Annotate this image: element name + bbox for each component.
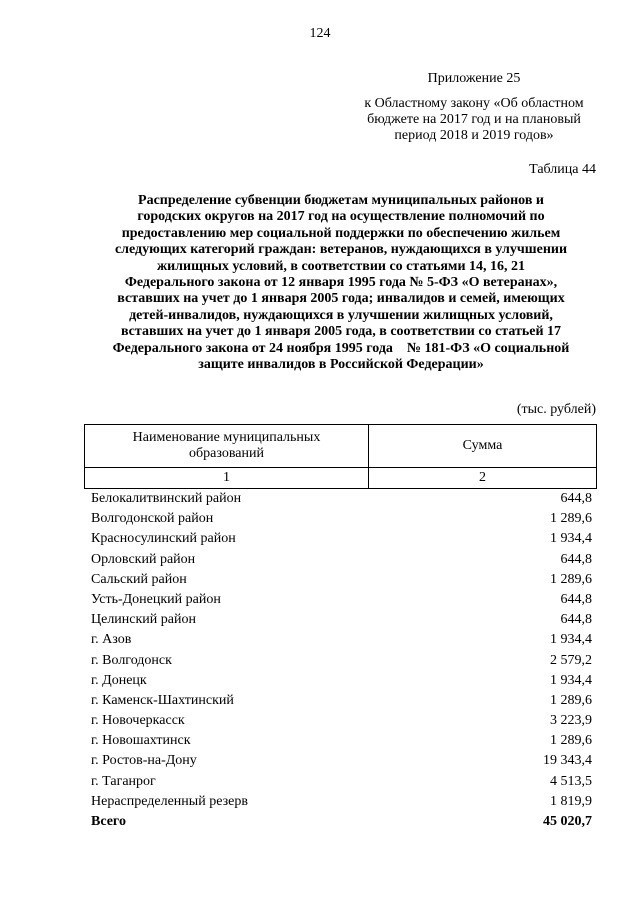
table-row — [84, 509, 597, 529]
row-amount: 644,8 — [560, 612, 592, 628]
heading-line: вставших на учет до 1 января 2005 года, в соответствии со статьей 17 — [120, 324, 562, 340]
row-name: г. Каменск-Шахтинский — [91, 692, 234, 708]
appendix-line: период 2018 и 2019 годов» — [394, 128, 554, 143]
row-name: г. Новошахтинск — [91, 733, 191, 749]
table-row — [84, 529, 597, 549]
column-header-name — [85, 425, 369, 468]
row-amount: 1 934,4 — [550, 531, 592, 547]
table-row — [84, 671, 597, 691]
table-row — [84, 570, 597, 590]
row-name: г. Волгодонск — [91, 652, 172, 668]
table-row — [84, 772, 597, 792]
heading-line: Федерального закона от 24 ноября 1995 года № 181-ФЗ «О социальной — [112, 340, 570, 356]
row-name: г. Ростов-на-Дону — [91, 753, 197, 769]
table-row — [84, 792, 597, 812]
column-header-amount: Сумма — [369, 425, 597, 468]
table-row — [84, 731, 597, 751]
table-header — [84, 424, 597, 489]
heading-line: городских округов на 2017 год на осуществление полномочий по — [137, 209, 545, 225]
row-name: г. Донецк — [91, 672, 147, 688]
row-amount: 644,8 — [560, 591, 592, 607]
row-amount: 3 223,9 — [550, 713, 592, 729]
appendix-title: Приложение 25 — [427, 71, 521, 86]
row-amount: 1 289,6 — [550, 692, 592, 708]
row-amount: 19 343,4 — [543, 753, 592, 769]
column-header-line: Наименование муниципальных — [132, 430, 321, 445]
row-amount: 1 934,4 — [550, 632, 592, 648]
column-number-2: 2 — [369, 468, 597, 489]
table-row — [84, 590, 597, 610]
table-row — [84, 751, 597, 771]
table-row — [84, 651, 597, 671]
row-name: г. Азов — [91, 632, 132, 648]
table-row — [84, 489, 597, 509]
row-amount: 2 579,2 — [550, 652, 592, 668]
row-name: Орловский район — [91, 551, 196, 567]
table-label: Таблица 44 — [529, 162, 596, 177]
row-amount: 644,8 — [560, 491, 592, 506]
heading-line: предоставлению мер социальной поддержки по обеспечению жильем — [121, 225, 561, 241]
heading-line: Распределение субвенции бюджетам муниципальных районов и — [138, 193, 544, 208]
total-row — [84, 812, 597, 832]
heading-line: Федерального закона от 12 января 1995 года № 5-ФЗ «О ветеранах», — [124, 275, 558, 291]
page-number: 124 — [309, 26, 331, 41]
row-name: Волгодонской район — [91, 511, 214, 527]
heading-line: следующих категорий граждан: ветеранов, нуждающихся в улучшении — [114, 242, 568, 258]
row-name: Целинский район — [91, 612, 196, 628]
heading-line: вставших на учет до 1 января 2005 года; инвалидов и семей, имеющих — [117, 291, 565, 307]
appendix-line: бюджете на 2017 год и на плановый — [367, 112, 581, 127]
heading-line: детей-инвалидов, нуждающихся в улучшении жилищных условий, — [129, 307, 553, 323]
row-name: Белокалитвинский район — [91, 491, 242, 506]
row-amount: 1 819,9 — [550, 793, 592, 809]
total-amount: 45 020,7 — [543, 814, 592, 829]
row-amount: 4 513,5 — [550, 773, 592, 789]
column-header-line: образований — [189, 446, 264, 461]
row-name: г. Таганрог — [91, 773, 156, 789]
row-name: Усть-Донецкий район — [91, 591, 221, 607]
row-amount: 644,8 — [560, 551, 592, 567]
table-row — [84, 691, 597, 711]
appendix-line: к Областному закону «Об областном — [364, 96, 584, 111]
heading-line: жилищных условий, в соответствии со статьями 14, 16, 21 — [156, 258, 526, 274]
table-body — [84, 489, 597, 832]
row-amount: 1 934,4 — [550, 672, 592, 688]
document-heading — [80, 193, 602, 373]
table-row — [84, 550, 597, 570]
row-name: Сальский район — [91, 571, 187, 587]
table-row — [84, 630, 597, 650]
row-name: Красносулинский район — [91, 531, 236, 547]
row-name: г. Новочеркасск — [91, 713, 185, 729]
heading-line: защите инвалидов в Российской Федерации» — [198, 357, 484, 373]
row-name: Нераспределенный резерв — [91, 793, 248, 809]
table-row — [84, 711, 597, 731]
row-amount: 1 289,6 — [550, 733, 592, 749]
column-number-1: 1 — [85, 468, 369, 489]
row-amount: 1 289,6 — [550, 571, 592, 587]
appendix-block — [352, 71, 596, 144]
total-label: Всего — [91, 814, 126, 829]
row-amount: 1 289,6 — [550, 511, 592, 527]
units-label: (тыс. рублей) — [516, 402, 596, 417]
table-row — [84, 610, 597, 630]
